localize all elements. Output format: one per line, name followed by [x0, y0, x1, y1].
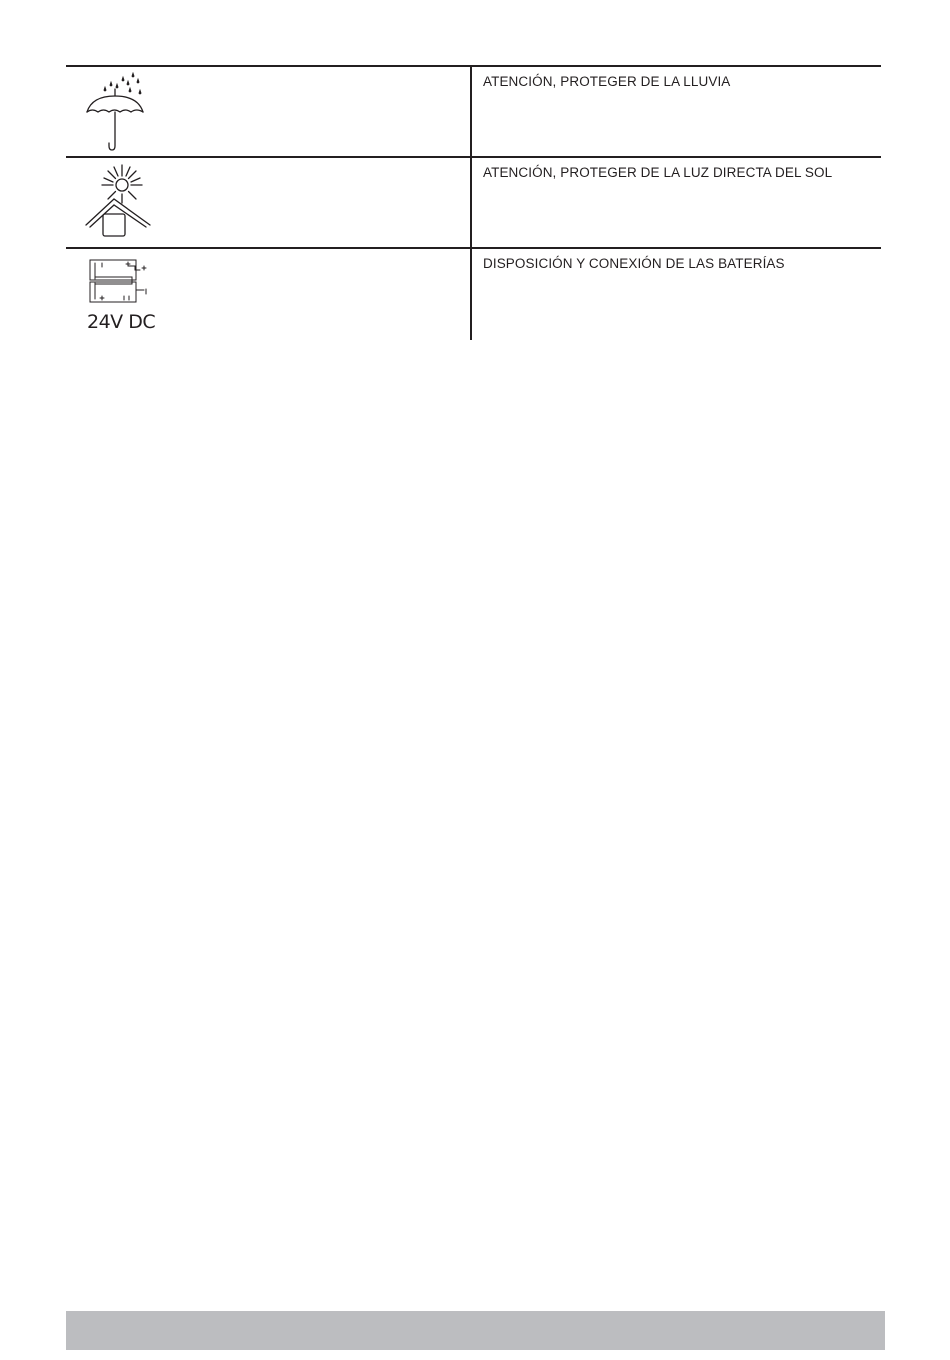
symbol-icon-cell	[66, 158, 472, 247]
symbol-table	[66, 65, 881, 340]
symbol-description: ATENCIÓN, PROTEGER DE LA LLUVIA	[483, 74, 731, 89]
voltage-label: 24V DC	[87, 311, 156, 333]
symbol-row	[66, 65, 881, 156]
battery-connection-icon	[88, 259, 158, 309]
symbol-description: DISPOSICIÓN Y CONEXIÓN DE LAS BATERÍAS	[483, 256, 785, 271]
symbol-row	[66, 156, 881, 247]
umbrella-rain-icon	[84, 72, 150, 152]
sun-shelter-icon	[84, 163, 154, 243]
symbol-icon-cell	[66, 67, 472, 156]
symbol-row	[66, 247, 881, 340]
footer-bar	[66, 1311, 885, 1350]
symbol-icon-cell	[66, 249, 472, 340]
symbol-description: ATENCIÓN, PROTEGER DE LA LUZ DIRECTA DEL SOL	[483, 165, 833, 180]
